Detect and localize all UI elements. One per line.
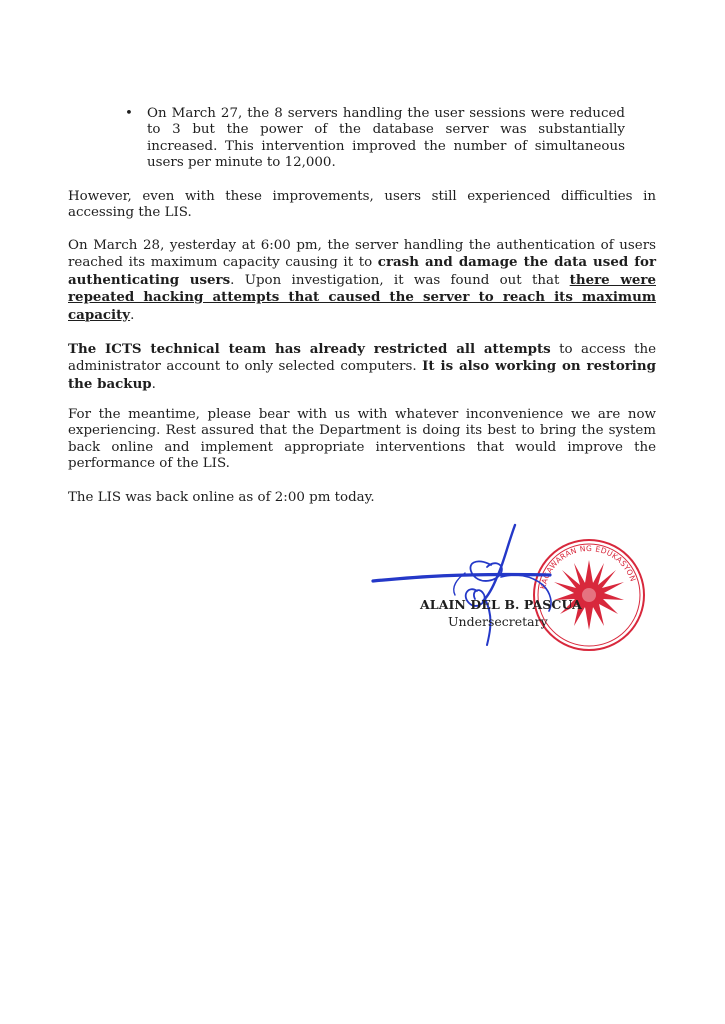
incident-bold-hacking: there were repeated hacking attempts that caused the server to reach its maximum capacity: [68, 271, 656, 323]
incident-bold-crash: crash and damage the data used for authenticating users: [68, 254, 656, 288]
paragraph-response: [68, 341, 656, 393]
paragraph-incident: [68, 238, 656, 324]
incident-text-2: . Upon investigation, it was found out that: [230, 272, 570, 288]
incident-text-3: .: [130, 307, 135, 323]
incident-text-1: On March 28, yesterday at 6:00 pm, the server handling the authentication of users reached its maximum capacity causing it to: [68, 238, 656, 271]
paragraph-meantime: For the meantime, please bear with us with whatever inconvenience we are now experiencing. Rest assured that the Department is doing its best to bring the system back online and implement appropriate interventions that would improve the performance of the LIS.: [68, 407, 656, 472]
signatory-title: Undersecretary: [448, 614, 548, 629]
response-text-2: .: [151, 376, 156, 392]
bullet-symbol: •: [125, 106, 133, 121]
signatory-name: ALAIN DEL B. PASCUA: [420, 597, 582, 612]
handwritten-signature: [365, 515, 560, 650]
paragraph-improvements: However, even with these improvements, users still experienced difficulties in accessing the LIS.: [68, 189, 656, 221]
paragraph-back-online: The LIS was back online as of 2:00 pm today.: [68, 490, 375, 505]
response-bold-restricted: The ICTS technical team has already restricted all attempts: [68, 341, 551, 357]
response-bold-backup: It is also working on restoring the backup: [68, 358, 656, 392]
seal-text: KAGAWARAN NG EDUKASYON: [538, 543, 638, 590]
response-text-1: to access the administrator account to only selected computers.: [68, 342, 657, 375]
bullet-text: On March 27, the 8 servers handling the user sessions were reduced to 3 but the power of the database server was substantially increased. This intervention improved the number of simultaneous users per minute to 12,000.: [147, 106, 625, 171]
